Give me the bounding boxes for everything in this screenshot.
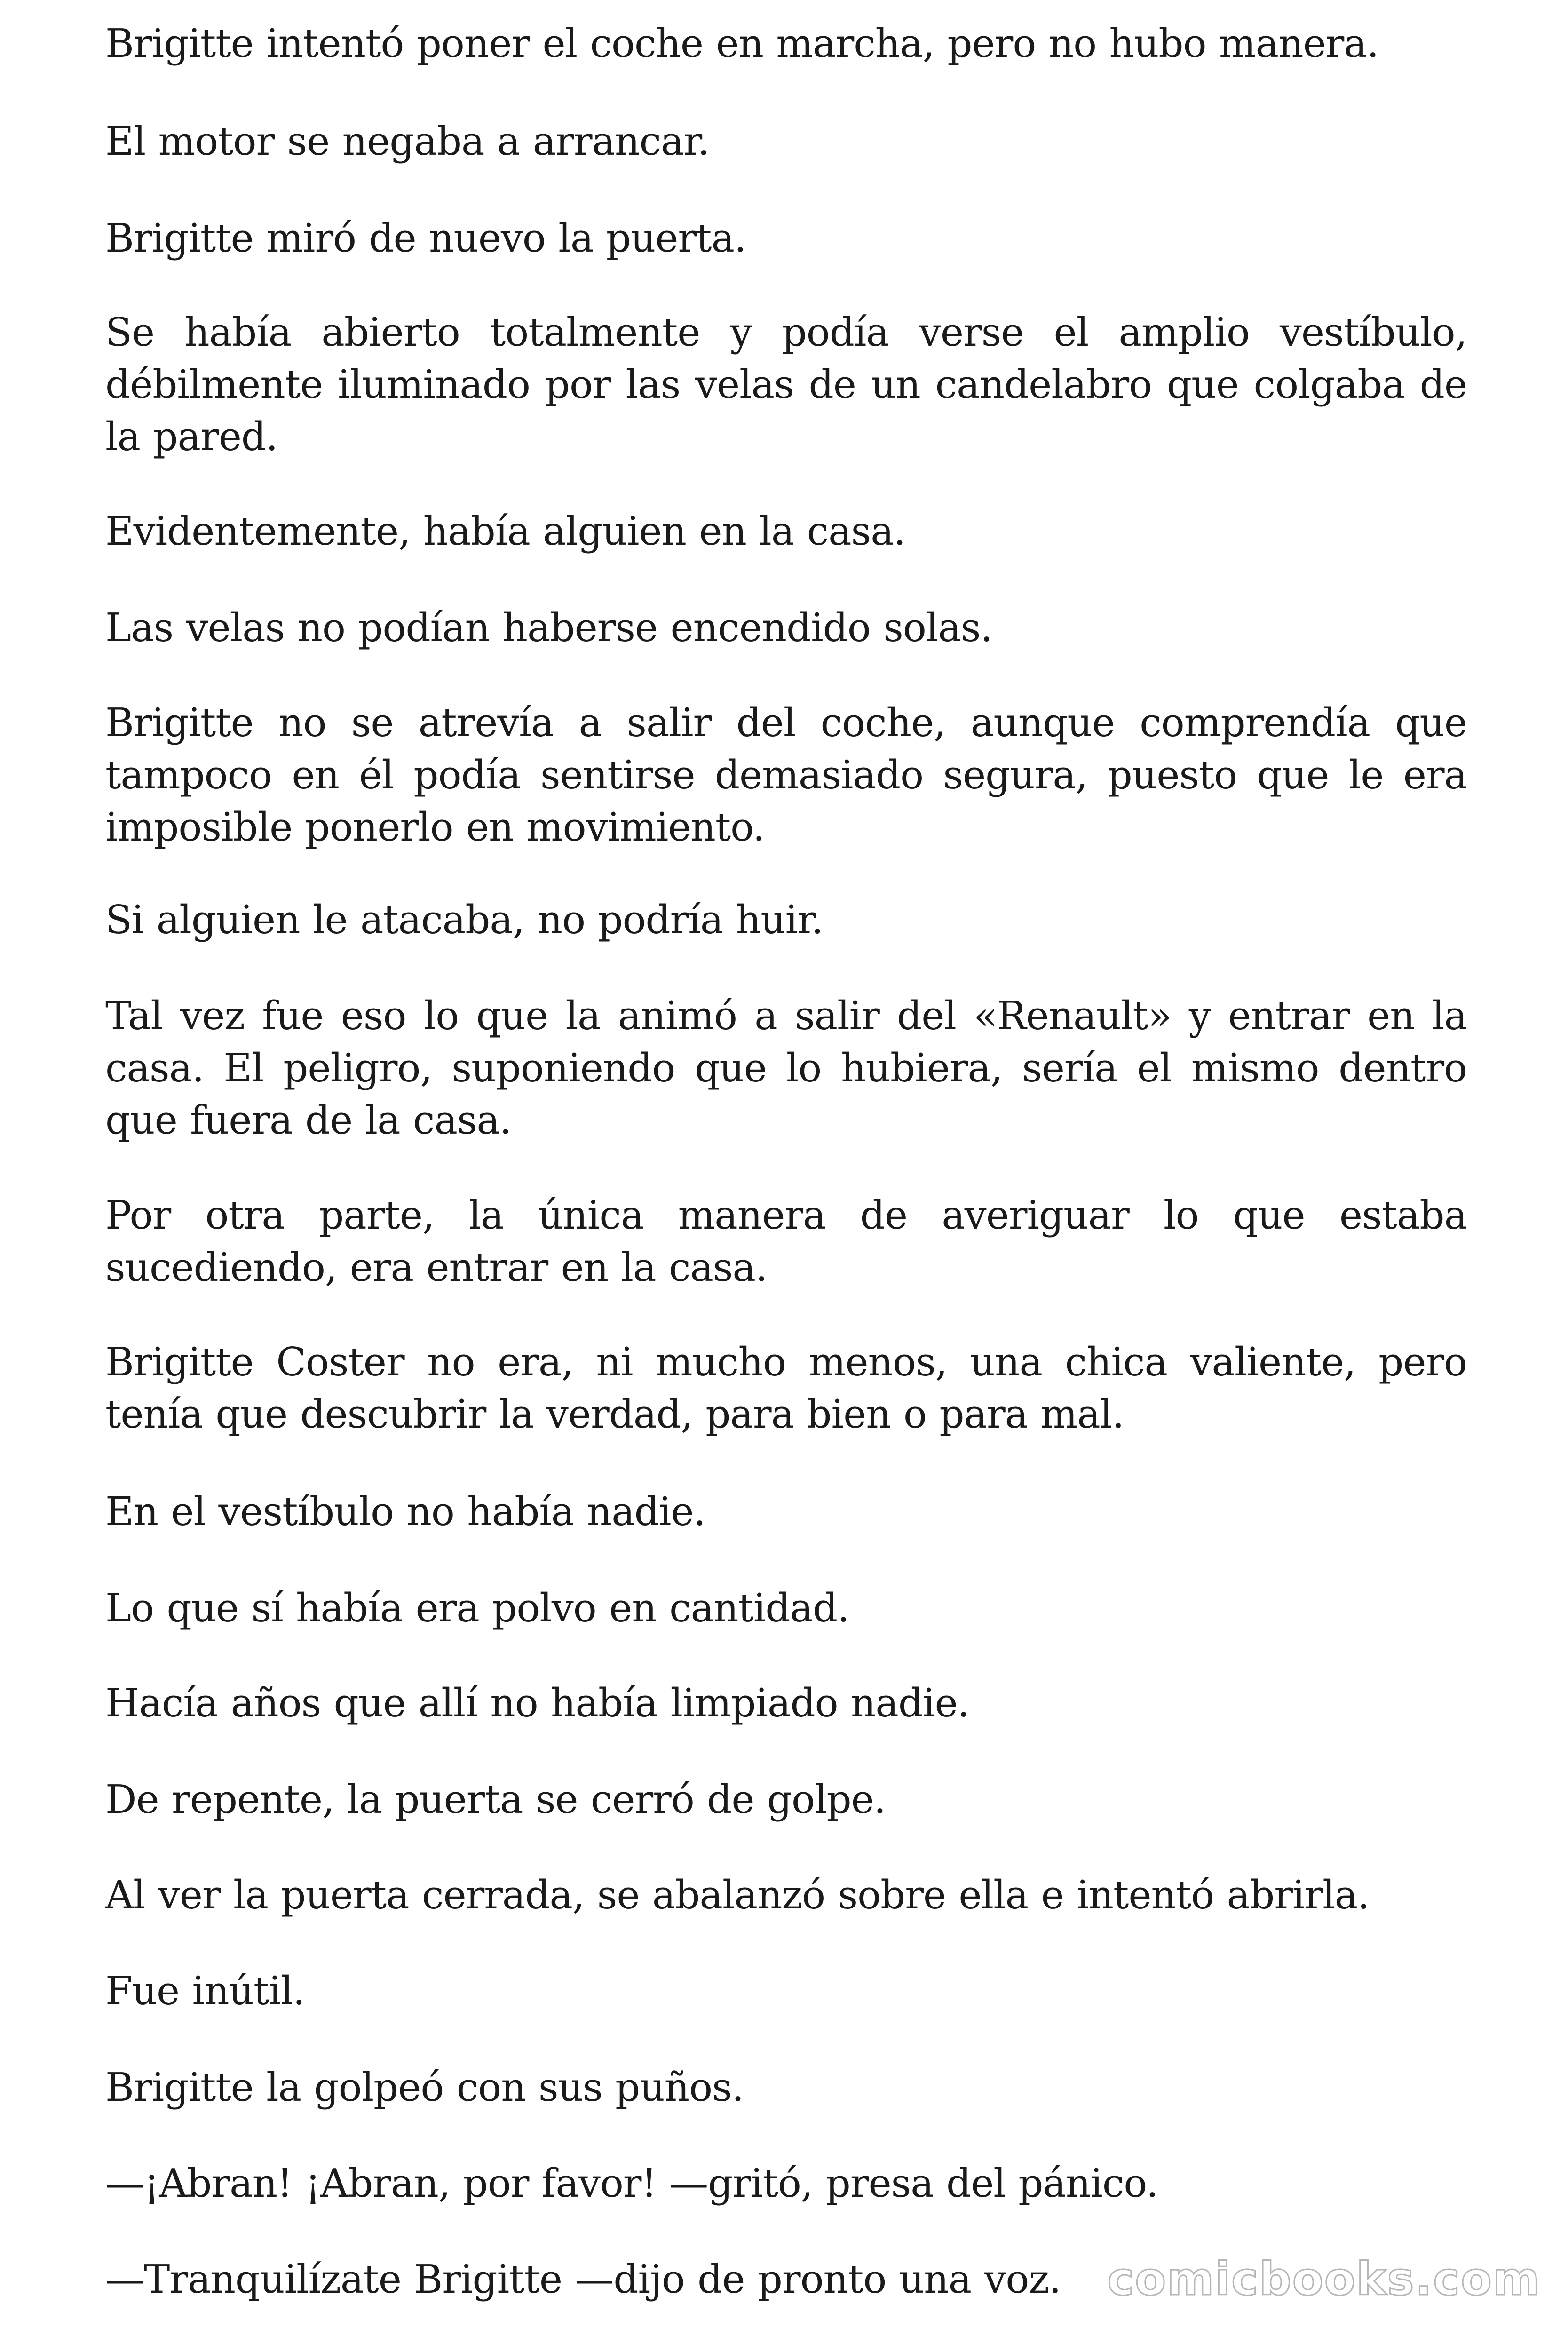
paragraph-6: Las velas no podían haberse encendido solas.	[105, 605, 992, 651]
paragraph-16: Al ver la puerta cerrada, se abalanzó sobre ella e intentó abrirla.	[105, 1872, 1370, 1918]
paragraph-7: Brigitte no se atrevía a salir del coche, aunque comprendía que tampoco en él podía sentirse demasiado segura, puesto que le era imposible ponerlo en movimiento.	[105, 700, 1467, 850]
watermark-logo: comicbooks.com	[1107, 2253, 1541, 2305]
paragraph-14: Hacía años que allí no había limpiado nadie.	[105, 1680, 970, 1726]
paragraph-11: Brigitte Coster no era, ni mucho menos, una chica valiente, pero tenía que descubrir la verdad, para bien o para mal.	[105, 1339, 1467, 1437]
paragraph-17: Fue inútil.	[105, 1968, 305, 2014]
paragraph-10: Por otra parte, la única manera de averiguar lo que estaba sucediendo, era entrar en la casa.	[105, 1192, 1467, 1290]
paragraph-9: Tal vez fue eso lo que la animó a salir del «Renault» y entrar en la casa. El peligro, suponiendo que lo hubiera, sería el mismo dentro que fuera de la casa.	[105, 993, 1467, 1143]
paragraph-13: Lo que sí había era polvo en cantidad.	[105, 1585, 849, 1631]
paragraph-20: —Tranquilízate Brigitte —dijo de pronto una voz.	[105, 2257, 1061, 2302]
paragraph-5: Evidentemente, había alguien en la casa.	[105, 509, 906, 554]
paragraph-2: El motor se negaba a arrancar.	[105, 119, 710, 164]
paragraph-12: En el vestíbulo no había nadie.	[105, 1489, 705, 1534]
paragraph-15: De repente, la puerta se cerró de golpe.	[105, 1777, 886, 1822]
paragraph-19: —¡Abran! ¡Abran, por favor! —gritó, presa del pánico.	[105, 2161, 1158, 2206]
paragraph-3: Brigitte miró de nuevo la puerta.	[105, 215, 746, 261]
paragraph-18: Brigitte la golpeó con sus puños.	[105, 2065, 744, 2110]
paragraph-8: Si alguien le atacaba, no podría huir.	[105, 897, 824, 943]
paragraph-4: Se había abierto totalmente y podía verse el amplio vestíbulo, débilmente iluminado por las velas de un candelabro que colgaba de la pared.	[105, 310, 1467, 460]
paragraph-1: Brigitte intentó poner el coche en marcha, pero no hubo manera.	[105, 21, 1379, 66]
